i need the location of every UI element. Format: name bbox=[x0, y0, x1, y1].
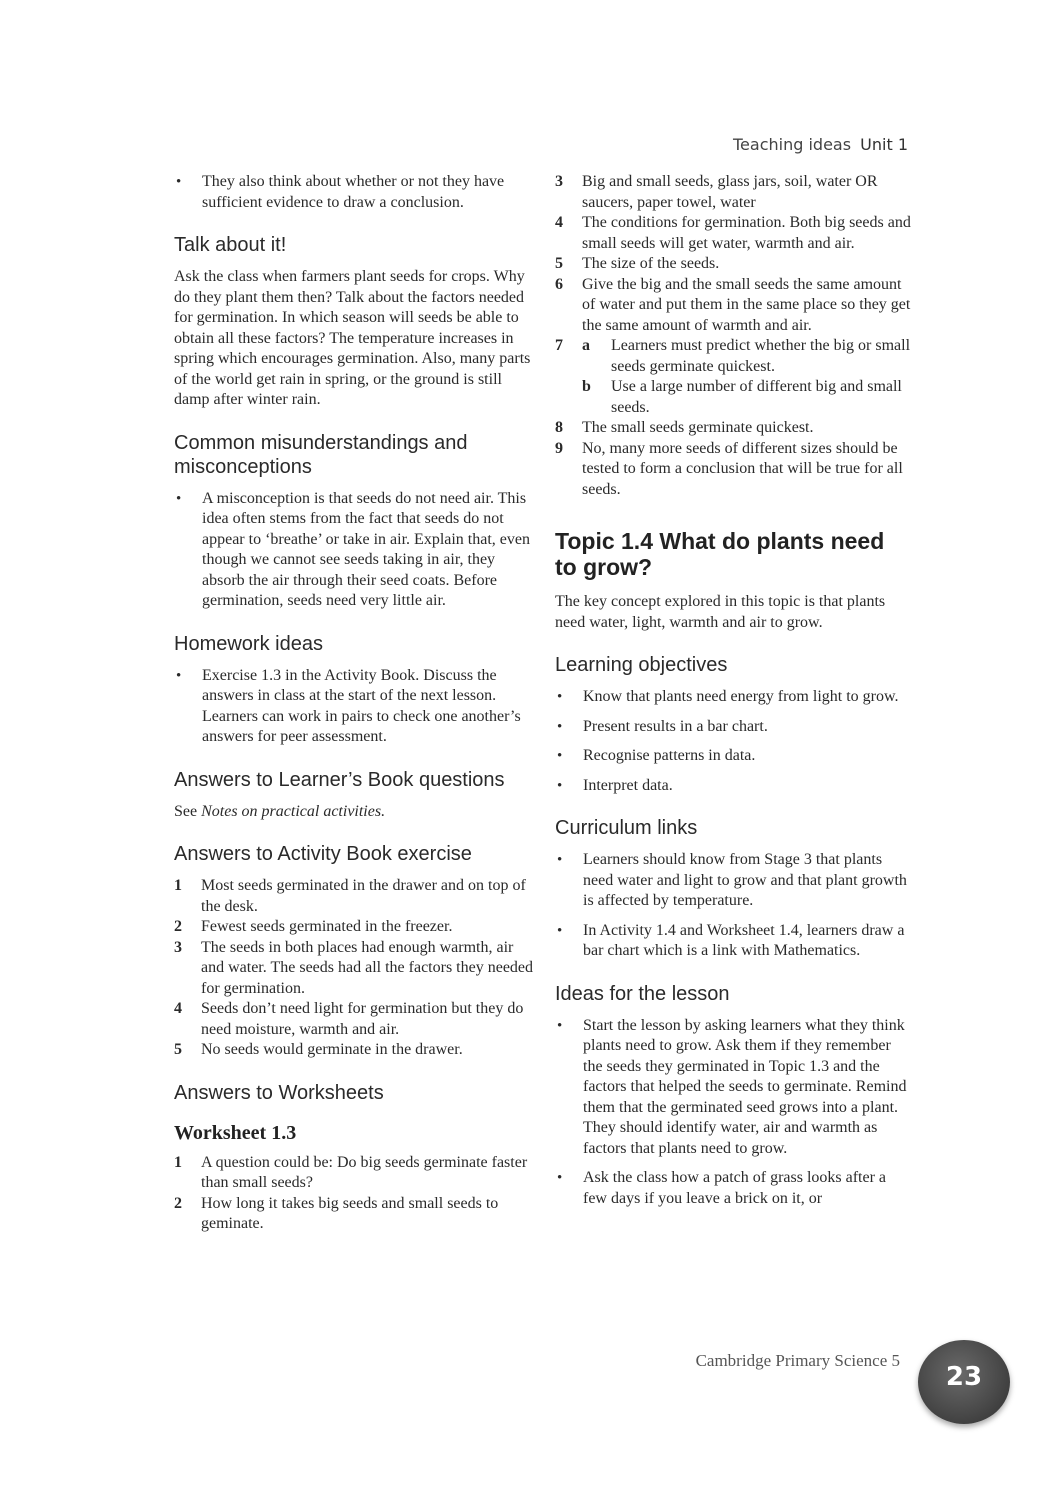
misconceptions-list bbox=[174, 489, 536, 612]
list-item bbox=[174, 1194, 536, 1235]
item-text: How long it takes big seeds and small seeds to geminate. bbox=[201, 1194, 499, 1232]
worksheet-1-3-heading: Worksheet 1.3 bbox=[174, 1121, 297, 1144]
item-number: 4 bbox=[174, 1000, 182, 1017]
item-text: The seeds in both places had enough warmth, air and water. The seeds had all the factors they needed for germination. bbox=[201, 938, 534, 997]
sub-text: Learners must predict whether the big or small seeds germinate quickest. bbox=[611, 337, 911, 375]
item-text: The size of the seeds. bbox=[582, 255, 720, 272]
list-item bbox=[174, 1040, 536, 1061]
worksheet-answers-left bbox=[174, 1153, 536, 1235]
topic-intro: The key concept explored in this topic is that plants need water, light, warmth and air to grow. bbox=[555, 593, 886, 631]
running-header-section: Teaching ideas bbox=[733, 135, 852, 154]
list-item bbox=[174, 938, 536, 1000]
item-text: Most seeds germinated in the drawer and on top of the desk. bbox=[201, 877, 526, 915]
sub-label: a bbox=[582, 337, 590, 354]
item-text: Give the big and the small seeds the same amount of water and put them in the same place so they get the same amount of warmth and air. bbox=[582, 275, 911, 334]
item-number: 8 bbox=[555, 419, 563, 436]
item-text: No seeds would germinate in the drawer. bbox=[201, 1041, 463, 1058]
page-number-badge bbox=[918, 1340, 1010, 1424]
sub-list bbox=[582, 336, 911, 418]
list-item: • Ask the class how a patch of grass looks after a few days if you leave a brick on it, or bbox=[555, 1168, 911, 1209]
list-item: • Interpret data. bbox=[555, 776, 911, 797]
item-number: 5 bbox=[174, 1041, 182, 1058]
learning-objectives-list bbox=[555, 687, 911, 796]
lesson-ideas-list bbox=[555, 1016, 911, 1210]
left-column bbox=[174, 172, 536, 1235]
curriculum-links-list bbox=[555, 850, 911, 962]
worksheet-answers-right bbox=[555, 172, 911, 500]
item-number: 6 bbox=[555, 275, 563, 293]
item-number: 9 bbox=[555, 439, 563, 457]
sub-item bbox=[582, 377, 911, 418]
item-number: 4 bbox=[555, 214, 563, 231]
item-number: 7 bbox=[555, 337, 563, 354]
item-number: 2 bbox=[174, 1194, 182, 1212]
item-number: 1 bbox=[174, 877, 182, 894]
running-header-unit: Unit 1 bbox=[860, 135, 908, 154]
list-item: • In Activity 1.4 and Worksheet 1.4, learners draw a bar chart which is a link with Mathematics. bbox=[555, 921, 911, 962]
list-item bbox=[555, 254, 911, 275]
list-item: • Know that plants need energy from light to grow. bbox=[555, 687, 911, 708]
talk-heading: Talk about it! bbox=[174, 234, 287, 256]
list-item: • They also think about whether or not they have sufficient evidence to draw a conclusion. bbox=[174, 172, 536, 213]
item-number: 2 bbox=[174, 918, 182, 935]
list-item bbox=[555, 439, 911, 501]
lesson-ideas-heading: Ideas for the lesson bbox=[555, 982, 730, 1005]
item-text: Seeds don’t need light for germination but they do need moisture, warmth and air. bbox=[201, 1000, 524, 1038]
misconceptions-heading: Common misunderstandings and misconceptions bbox=[174, 431, 468, 478]
list-item: • Present results in a bar chart. bbox=[555, 717, 911, 738]
list-item bbox=[174, 999, 536, 1040]
list-item bbox=[174, 1153, 536, 1194]
item-text: The conditions for germination. Both big seeds and small seeds will get water, warmth and air. bbox=[582, 214, 911, 252]
running-header bbox=[733, 135, 908, 154]
item-text: A question could be: Do big seeds germinate faster than small seeds? bbox=[201, 1153, 528, 1191]
list-item: • Recognise patterns in data. bbox=[555, 746, 911, 767]
list-item: • Exercise 1.3 in the Activity Book. Discuss the answers in class at the start of the next lesson. Learners can work in pairs to check one another’s answers for peer assessment. bbox=[174, 666, 536, 748]
list-item bbox=[555, 275, 911, 337]
learners-book-heading: Answers to Learner’s Book questions bbox=[174, 768, 505, 791]
list-item bbox=[555, 172, 911, 213]
homework-list bbox=[174, 666, 536, 748]
sub-item bbox=[582, 336, 911, 377]
item-number: 3 bbox=[174, 938, 182, 956]
homework-heading: Homework ideas bbox=[174, 632, 323, 655]
list-item bbox=[174, 917, 536, 938]
item-text: Big and small seeds, glass jars, soil, water OR saucers, paper towel, water bbox=[582, 173, 878, 211]
see-text: See bbox=[174, 802, 198, 820]
list-item: • Learners should know from Stage 3 that plants need water and light to grow and that plant growth is affected by temperature. bbox=[555, 850, 911, 912]
footer-book-title: Cambridge Primary Science 5 bbox=[695, 1351, 900, 1370]
sub-text: Use a large number of different big and small seeds. bbox=[611, 378, 902, 416]
intro-bullet-list bbox=[174, 172, 536, 213]
learners-book-note bbox=[174, 802, 536, 823]
talk-paragraph: Ask the class when farmers plant seeds for crops. Why do they plant them then? Talk about the factors needed for germination. In which season will seeds be able to obtain all these factors? The temperature increases in spring which encourages germination. Also, many parts of the world get rain in spring, or the ground is still damp after winter rain. bbox=[174, 268, 531, 408]
item-number: 3 bbox=[555, 173, 563, 190]
topic-heading: Topic 1.4 What do plants need to grow? bbox=[555, 528, 885, 580]
right-column bbox=[555, 172, 911, 1218]
list-item bbox=[174, 876, 536, 917]
item-number: 1 bbox=[174, 1153, 182, 1171]
list-item bbox=[555, 213, 911, 254]
learning-objectives-heading: Learning objectives bbox=[555, 654, 728, 676]
worksheets-heading: Answers to Worksheets bbox=[174, 1081, 384, 1104]
item-text: No, many more seeds of different sizes should be tested to form a conclusion that will be true for all seeds. bbox=[582, 439, 903, 498]
list-item bbox=[555, 336, 911, 418]
activity-book-heading: Answers to Activity Book exercise bbox=[174, 843, 472, 865]
curriculum-links-heading: Curriculum links bbox=[555, 817, 698, 839]
item-text: The small seeds germinate quickest. bbox=[582, 419, 814, 436]
sub-label: b bbox=[582, 378, 591, 395]
page-number: 23 bbox=[945, 1362, 983, 1392]
list-item: • A misconception is that seeds do not need air. This idea often stems from the fact that seeds do not appear to ‘breathe’ or take in air. Explain that, even though we cannot see seeds taking in air, they absorb the air through their seed coats. Before germination, seeds need very little air. bbox=[174, 489, 536, 612]
notes-reference: Notes on practical activities. bbox=[201, 802, 386, 820]
list-item: • Start the lesson by asking learners what they think plants need to grow. Ask them if they remember the seeds they germinated in Topic 1.3 and the factors that helped the seeds to germinate. Remind them that the germinated seed grows into a plant. They should identify water, air and warmth as factors that plants need to grow. bbox=[555, 1016, 911, 1160]
list-item bbox=[555, 418, 911, 439]
item-number: 5 bbox=[555, 255, 563, 272]
item-text: Fewest seeds germinated in the freezer. bbox=[201, 918, 453, 935]
activity-book-answers bbox=[174, 876, 536, 1061]
